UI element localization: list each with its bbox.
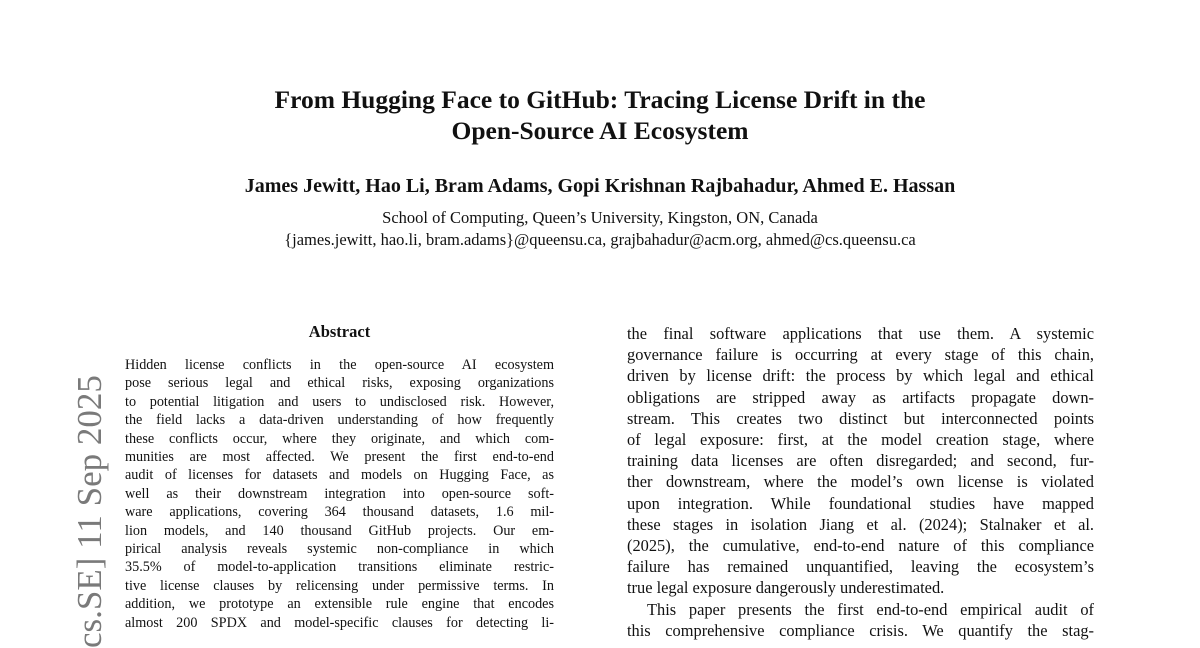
title-line: Open-Source AI Ecosystem: [451, 116, 749, 145]
body-line: the final software applications that use them. A systemic: [627, 324, 1094, 343]
abstract-line: pose serious legal and ethical risks, exposing organizations: [125, 375, 554, 392]
abstract-line: addition, we prototype an extensible rule engine that encodes: [125, 596, 554, 613]
body-line: failure has remained unquantified, leaving the ecosystem’s: [627, 557, 1094, 577]
abstract-line: munities are most affected. We present the first end-to-end: [125, 449, 554, 466]
body-line: ther downstream, where the model’s own license is violated: [627, 472, 1094, 492]
body-line: driven by license drift: the process by which legal and ethical: [627, 366, 1094, 386]
body-line: obligations are stripped away as artifacts propagate down-: [627, 387, 1094, 407]
author-list: James Jewitt, Hao Li, Bram Adams, Gopi Krishnan Rajbahadur, Ahmed E. Hassan: [244, 175, 956, 197]
abstract-line: tive license clauses by relicensing under permissive terms. In: [125, 577, 554, 594]
affiliation: School of Computing, Queen’s University, Kingston, ON, Canada: [382, 208, 818, 227]
body-line: This paper presents the first end-to-end empirical audit of: [647, 599, 1094, 619]
body-line: training data licenses are often disregarded; and second, fur-: [627, 451, 1094, 471]
introduction-body: [627, 323, 1094, 641]
affiliation-block: [0, 207, 1200, 251]
body-line: (2025), the cumulative, end-to-end nature of this compliance: [627, 536, 1094, 556]
body-line: stream. This creates two distinct but interconnected points: [627, 408, 1094, 428]
abstract-heading: Abstract: [308, 322, 371, 341]
body-line: these stages in isolation Jiang et al. (2024); Stalnaker et al.: [627, 514, 1094, 534]
body-line: this comprehensive compliance crisis. We quantify the stag-: [627, 620, 1094, 640]
arxiv-identifier-stamp: [28, 336, 109, 648]
author-emails: {james.jewitt, hao.li, bram.adams}@queensu.ca, grajbahadur@acm.org, ahmed@cs.queensu.ca: [284, 230, 916, 249]
paper-title: [0, 84, 1200, 146]
abstract-line: to potential litigation and users to undisclosed risk. However,: [125, 393, 554, 410]
abstract-line: pirical analysis reveals systemic non-compliance in which: [125, 541, 554, 558]
abstract-body: [125, 356, 554, 632]
arxiv-stamp-text: cs.SE] 11 Sep 2025: [70, 375, 109, 648]
title-line: From Hugging Face to GitHub: Tracing License Drift in the: [274, 85, 926, 114]
body-line: upon integration. While foundational studies have mapped: [627, 493, 1094, 513]
abstract-line: well as their downstream integration into open-source soft-: [125, 485, 554, 502]
abstract-line: these conflicts occur, where they originate, and which com-: [125, 430, 554, 447]
body-line: true legal exposure dangerously underestimated.: [627, 578, 945, 598]
abstract-line: almost 200 SPDX and model-specific clauses for detecting li-: [125, 614, 554, 631]
abstract-line: Hidden license conflicts in the open-source AI ecosystem: [125, 357, 554, 373]
body-line: of legal exposure: first, at the model creation stage, where: [627, 430, 1094, 450]
abstract-line: audit of licenses for datasets and models on Hugging Face, as: [125, 467, 554, 484]
body-line: governance failure is occurring at every stage of this chain,: [627, 345, 1094, 365]
abstract-line: lion models, and 140 thousand GitHub projects. Our em-: [125, 522, 554, 539]
abstract-line: 35.5% of model-to-application transitions eliminate restric-: [125, 559, 554, 576]
abstract-line: the field lacks a data-driven understanding of how frequently: [125, 412, 554, 429]
abstract-line: ware applications, covering 364 thousand datasets, 1.6 mil-: [125, 504, 554, 521]
